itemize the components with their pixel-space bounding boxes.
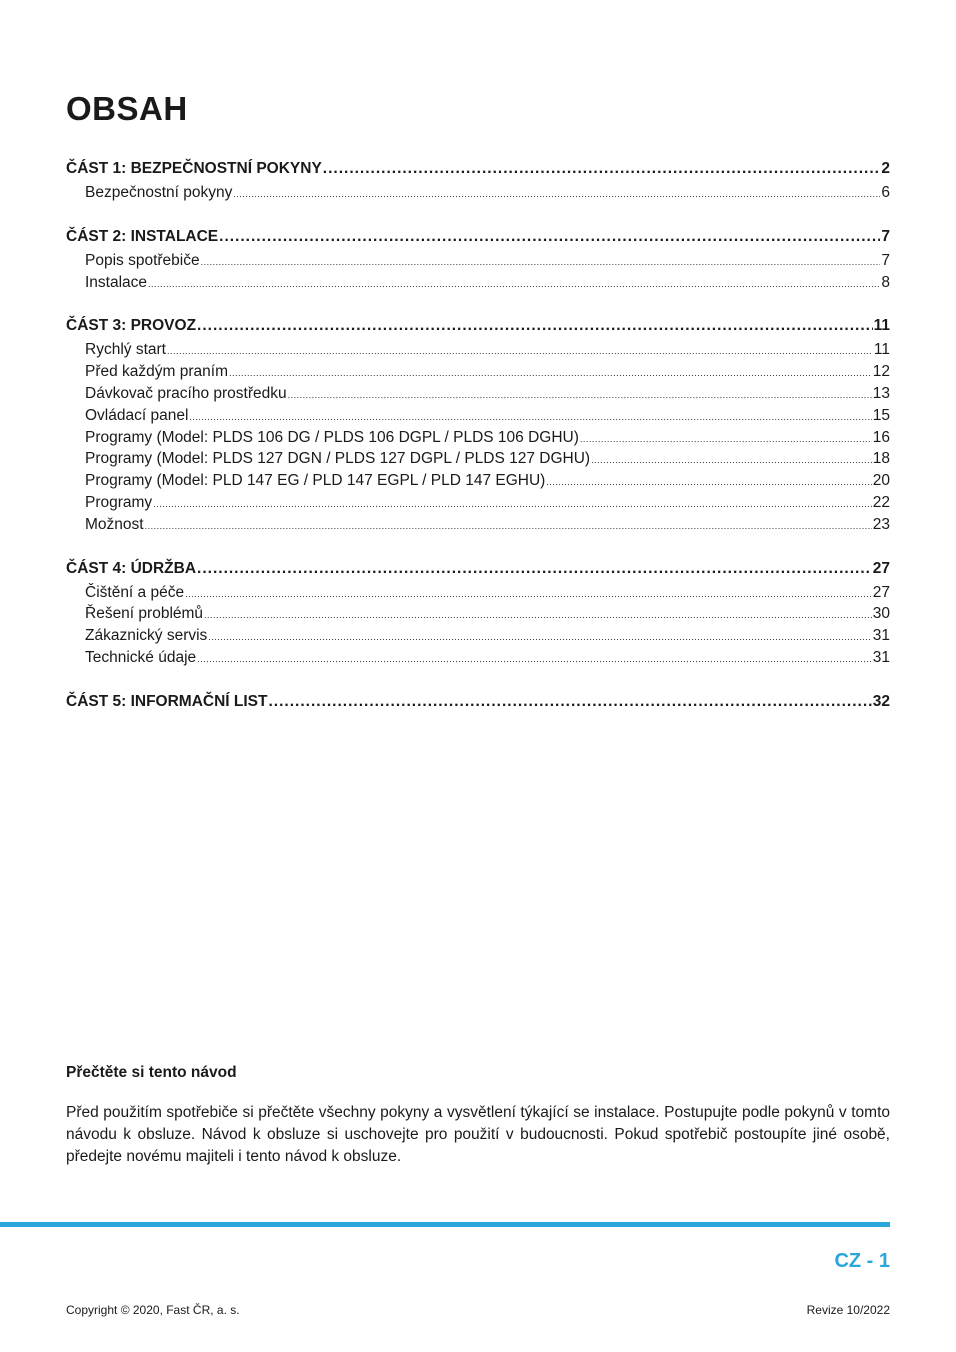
toc-section-4 <box>66 560 890 671</box>
copyright-text: Copyright © 2020, Fast ČR, a. s. <box>66 1303 240 1317</box>
toc-heading-label: ČÁST 1: BEZPEČNOSTNÍ POKYNY <box>66 160 322 177</box>
toc-item-label: Bezpečnostní pokyny <box>85 184 233 201</box>
dot-leader <box>229 368 872 378</box>
dot-leader <box>288 390 872 400</box>
toc-item-label: Programy <box>85 493 153 511</box>
toc-item[interactable] <box>66 516 890 538</box>
toc-page-number: 7 <box>881 251 890 269</box>
toc-heading[interactable] <box>66 693 890 717</box>
toc-page-number: 30 <box>872 605 890 623</box>
toc-page-number: 7 <box>881 227 890 245</box>
toc-item[interactable] <box>66 407 890 429</box>
toc-item[interactable] <box>66 429 890 451</box>
toc-page-number: 27 <box>872 559 890 577</box>
toc-item[interactable] <box>66 494 890 516</box>
toc-item-label: Programy (Model: PLD 147 EG / PLD 147 EGPL / PLD 147 EGHU) <box>85 472 546 490</box>
toc-item[interactable] <box>66 363 890 385</box>
dot-leader <box>591 455 872 465</box>
dot-leader <box>546 477 871 487</box>
toc-heading-label: ČÁST 3: PROVOZ <box>66 317 197 335</box>
toc-page-number: 11 <box>873 317 890 335</box>
dot-leader <box>148 279 880 289</box>
toc-item[interactable] <box>66 274 890 296</box>
dot-leader <box>219 228 880 246</box>
dot-leader <box>580 434 872 444</box>
dot-leader <box>185 589 872 599</box>
toc-page-number: 23 <box>872 515 890 533</box>
toc-heading[interactable] <box>66 160 890 184</box>
dot-leader <box>201 257 881 267</box>
toc-item[interactable] <box>66 341 890 363</box>
toc-item-label: Instalace <box>85 273 148 291</box>
toc-page-number: 22 <box>872 493 890 511</box>
toc-section-1 <box>66 160 890 206</box>
toc-section-2 <box>66 228 890 296</box>
toc-heading[interactable] <box>66 228 890 252</box>
page-number: CZ - 1 <box>834 1250 890 1272</box>
toc-item-label: Popis spotřebiče <box>85 251 200 269</box>
toc-item[interactable] <box>66 472 890 494</box>
toc-page-number: 11 <box>873 341 890 359</box>
toc-item-label: Čištění a péče <box>85 583 185 601</box>
toc-item[interactable] <box>66 450 890 472</box>
table-of-contents <box>66 160 890 739</box>
toc-item-label: Rychlý start <box>85 341 166 359</box>
dot-leader <box>197 560 872 578</box>
toc-item[interactable] <box>66 184 890 206</box>
note-title: Přečtěte si tento návod <box>66 1064 237 1081</box>
toc-item[interactable] <box>66 649 890 671</box>
toc-page-number: 8 <box>881 273 890 291</box>
dot-leader <box>145 521 872 531</box>
toc-page-number: 15 <box>872 406 890 424</box>
dot-leader <box>167 346 873 356</box>
reading-note <box>66 1064 890 1168</box>
toc-item[interactable] <box>66 252 890 274</box>
toc-page-number: 31 <box>872 627 890 645</box>
dot-leader <box>323 160 881 178</box>
toc-item-label: Ovládací panel <box>85 406 189 424</box>
toc-item[interactable] <box>66 385 890 407</box>
toc-item-label: Dávkovač pracího prostředku <box>85 384 287 402</box>
toc-page-number: 20 <box>872 472 890 490</box>
toc-item-label: Řešení problémů <box>85 605 204 623</box>
toc-section-3 <box>66 317 890 537</box>
toc-page-number: 6 <box>881 184 890 201</box>
dot-leader <box>269 693 872 711</box>
toc-page-number: 16 <box>872 428 890 446</box>
toc-section-5 <box>66 693 890 717</box>
toc-page-number: 27 <box>872 583 890 601</box>
toc-item[interactable] <box>66 605 890 627</box>
footer-divider <box>0 1222 890 1227</box>
toc-page-number: 18 <box>872 450 890 468</box>
note-text: Před použitím spotřebiče si přečtěte všechny pokyny a vysvětlení týkající se instalace. Postupujte podle pokynů v tomto návodu k obsluze. Návod k obsluze si uschovejte pro použití v budoucnosti. Pokud spotřebič postoupíte jiné osobě, předejte novému majiteli i tento návod k obsluze. <box>66 1104 890 1165</box>
toc-heading-label: ČÁST 5: INFORMAČNÍ LIST <box>66 692 268 710</box>
toc-page-number: 13 <box>872 384 890 402</box>
toc-item-label: Možnost <box>85 515 144 533</box>
toc-item-label: Programy (Model: PLDS 106 DG / PLDS 106 DGPL / PLDS 106 DGHU) <box>85 428 579 446</box>
dot-leader <box>153 499 872 509</box>
toc-heading[interactable] <box>66 560 890 584</box>
toc-item[interactable] <box>66 584 890 606</box>
toc-item-label: Zákaznický servis <box>85 627 208 645</box>
dot-leader <box>197 317 873 335</box>
toc-heading-label: ČÁST 2: INSTALACE <box>66 227 219 245</box>
toc-page-number: 2 <box>881 160 890 177</box>
toc-item[interactable] <box>66 627 890 649</box>
toc-heading-label: ČÁST 4: ÚDRŽBA <box>66 559 197 577</box>
toc-page-number: 12 <box>872 363 890 381</box>
revision-text: Revize 10/2022 <box>806 1303 890 1317</box>
dot-leader <box>204 610 872 620</box>
toc-page-number: 31 <box>872 648 890 666</box>
toc-item-label: Technické údaje <box>85 648 197 666</box>
toc-item-label: Před každým praním <box>85 363 228 381</box>
page-title: OBSAH <box>66 90 188 127</box>
dot-leader <box>233 189 880 199</box>
dot-leader <box>189 412 871 422</box>
toc-item-label: Programy (Model: PLDS 127 DGN / PLDS 127 DGPL / PLDS 127 DGHU) <box>85 450 591 468</box>
toc-heading[interactable] <box>66 317 890 341</box>
dot-leader <box>208 632 871 642</box>
toc-page-number: 32 <box>872 692 890 710</box>
dot-leader <box>197 654 872 664</box>
